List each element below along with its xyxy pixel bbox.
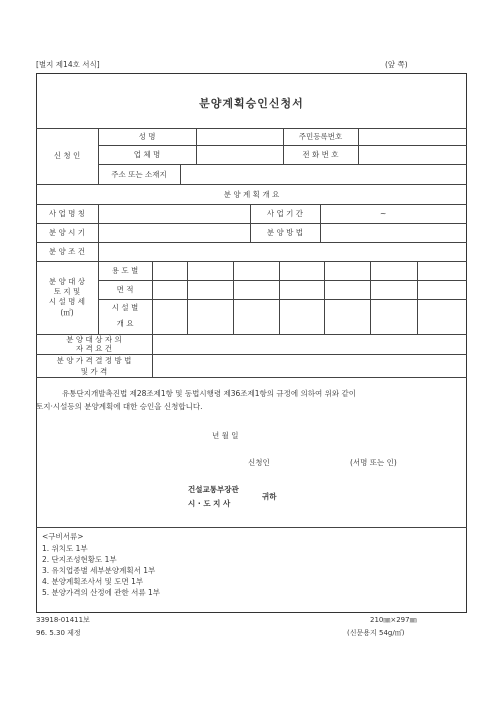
date-line: 년 월 일 — [212, 431, 239, 440]
price-method-line2: 및 가 격 — [80, 367, 108, 376]
divider — [36, 377, 467, 378]
divider — [36, 184, 467, 185]
document-item: 1. 위치도 1부 — [42, 544, 88, 553]
divider — [98, 299, 467, 300]
divider — [36, 354, 467, 355]
area-label: 면 적 — [116, 285, 134, 294]
paper-size: 210㎜×297㎜ — [370, 616, 417, 624]
applicant-label: 신 청 인 — [53, 151, 81, 160]
documents-heading: <구비서류> — [42, 532, 84, 541]
divider — [36, 242, 467, 243]
form-title: 분양계획승인신청서 — [199, 97, 304, 110]
name-label: 성 명 — [138, 132, 156, 141]
form-number: [별지 제14호 서식] — [36, 60, 100, 69]
address-label: 주소 또는 소재지 — [111, 170, 167, 179]
qualification-line2: 자 격 요 건 — [75, 344, 113, 353]
signature-seal-label: (서명 또는 인) — [350, 458, 397, 467]
divider — [324, 261, 325, 334]
document-item: 2. 단지조성현황도 1부 — [42, 555, 117, 564]
facility-label-line1: 시 설 별 — [111, 303, 139, 312]
statement-line1: 유통단지개발촉진법 제28조제1항 및 동법시행령 제36조제1항의 규정에 의하여 위와 같이 — [62, 389, 357, 398]
divider — [320, 204, 321, 242]
honorific: 귀하 — [262, 492, 277, 501]
divider — [36, 527, 467, 528]
divider — [196, 128, 197, 165]
divider — [98, 280, 467, 281]
business-name-label: 사 업 명 칭 — [48, 209, 86, 218]
detail-label-line2: 토 지 및 — [53, 287, 81, 296]
use-label: 용 도 별 — [111, 266, 139, 275]
divider — [36, 261, 467, 262]
page-side-label: (앞 쪽) — [385, 60, 408, 69]
qualification-line1: 분 양 대 상 자 의 — [66, 335, 122, 344]
statement-line2: 토지·시설등의 분양계획에 대한 승인을 신청합니다. — [36, 402, 203, 411]
divider — [36, 204, 467, 205]
divider — [187, 261, 188, 334]
period-dash: ~ — [380, 209, 387, 218]
facility-label-line2: 개 요 — [116, 319, 134, 328]
document-item: 3. 유치업종별 세부분양계획서 1부 — [42, 566, 156, 575]
divider — [233, 261, 234, 334]
divider — [36, 128, 467, 129]
price-method-line1: 분 양 가 격 결 정 방 법 — [56, 356, 132, 365]
divider — [152, 334, 153, 377]
authority-line2: 시 · 도 지 사 — [188, 499, 231, 508]
divider — [152, 261, 153, 334]
divider — [358, 128, 359, 165]
paper-spec: (신문용지 54g/㎡) — [347, 629, 405, 637]
document-item: 5. 분양가격의 산정에 관한 서류 1부 — [42, 588, 161, 597]
company-label: 업 체 명 — [133, 150, 161, 159]
divider — [279, 261, 280, 334]
authority-line1: 건설교통부장관 — [188, 485, 239, 494]
sale-conditions-label: 분 양 조 건 — [48, 247, 86, 256]
enactment-date: 96. 5.30 제정 — [36, 629, 81, 637]
divider — [36, 223, 467, 224]
form-code: 33918-01411보 — [36, 616, 90, 624]
sale-time-label: 분 양 시 기 — [48, 228, 86, 237]
divider — [417, 261, 418, 334]
divider — [370, 261, 371, 334]
divider — [98, 242, 99, 261]
detail-unit: (㎡) — [60, 308, 74, 317]
sale-method-label: 분 양 방 법 — [266, 228, 304, 237]
overview-heading: 분 양 계 획 개 요 — [223, 190, 280, 199]
detail-label-line1: 분 양 대 상 — [48, 277, 86, 286]
divider — [98, 204, 99, 242]
document-item: 4. 분양계획조사서 및 도면 1부 — [42, 577, 144, 586]
business-period-label: 사 업 기 간 — [266, 209, 304, 218]
detail-label-line3: 시 설 명 세 — [48, 297, 86, 306]
resident-id-label: 주민등록번호 — [298, 132, 343, 141]
applicant-sign-label: 신청인 — [248, 458, 270, 467]
divider — [180, 164, 181, 184]
phone-label: 전 화 번 호 — [302, 150, 339, 159]
